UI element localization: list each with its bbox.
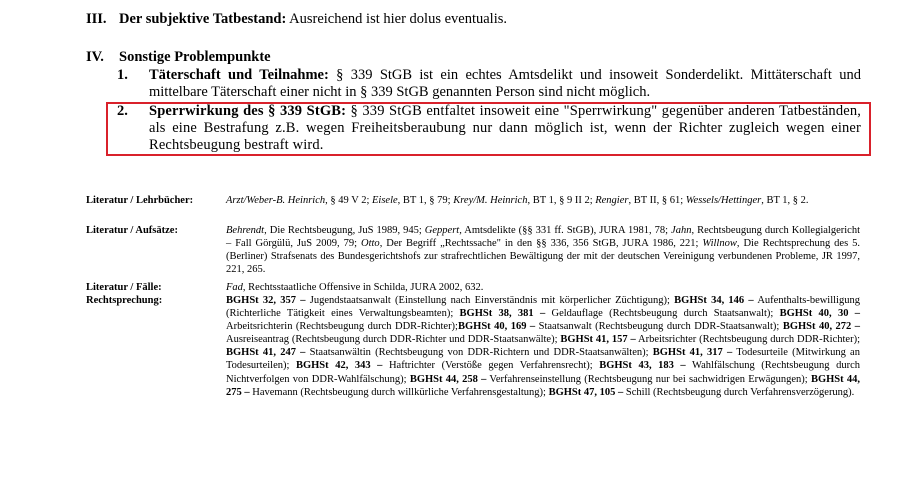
literature-content <box>226 194 860 207</box>
section-body <box>119 11 507 28</box>
reference-text: , Die Rechtsbeugung, JuS 1989, 945; <box>264 225 425 236</box>
literature-label: Literatur / Aufsätze: <box>86 225 178 236</box>
decision-citation: BGHSt 47, 105 – <box>548 386 624 398</box>
reference-text: Havemann (Rechtsbeugung durch willkürliche Verfahrensgestaltung); <box>249 386 549 398</box>
author-name: Eisele <box>372 195 398 206</box>
item-text-block <box>149 103 861 154</box>
literature-label: Literatur / Fälle: <box>86 282 162 293</box>
section-title: Der subjektive Tatbestand: <box>119 11 287 27</box>
reference-text: Ausreiseantrag (Rechtsbeugung durch DDR-Richter und DDR-Staatsanwälte); <box>226 334 561 346</box>
author-name: Rengier <box>595 195 629 206</box>
literature-content <box>226 281 860 294</box>
author-name: Wessels/Hettinger <box>685 195 762 206</box>
decision-citation: BGHSt 42, 343 – <box>295 360 383 372</box>
reference-text: Todesurteile (Mitwirkung an Todesurteilen); <box>226 347 860 372</box>
decision-citation: BGHSt 40, 30 – <box>779 308 860 320</box>
item-number: 1. <box>117 67 128 83</box>
item-title: Sperrwirkung des § 339 StGB: <box>149 103 347 119</box>
decision-citation: BGHSt 40, 169 – <box>457 321 536 333</box>
decision-citation: BGHSt 44, 258 – <box>409 373 487 385</box>
author-name: Willnow <box>702 238 737 250</box>
decision-citation: BGHSt 32, 357 – <box>226 295 306 306</box>
reference-text: Schill (Rechtsbeugung durch Verfahrensverzögerung). <box>623 386 855 398</box>
reference-text: , BT 1, § 2. <box>761 195 809 206</box>
literature-content <box>226 224 860 276</box>
item-number: 2. <box>117 103 128 119</box>
reference-text: Staatsanwalt (Rechtsbeugung durch DDR-Staatsanwalt); <box>535 321 783 333</box>
author-name: Arzt/Weber-B. Heinrich <box>226 195 326 206</box>
section-number: IV. <box>86 49 104 65</box>
decision-citation: BGHSt 38, 381 – <box>459 308 546 320</box>
decision-citation: BGHSt 41, 247 – <box>226 347 306 359</box>
reference-text: Verfahrenseinstellung (Rechtsbeugung nur bei sachwidrigen Erwägungen); <box>486 373 811 385</box>
reference-text: Geldauflage (Rechtsbeugung durch Staatsanwalt); <box>545 308 780 320</box>
item-text: § 339 StGB entfaltet insoweit eine "Sperrwirkung" gegenüber anderen Tatbeständen, als eine Bestrafung z.B. wegen Freiheitsberaubung nur dann möglich ist, wenn der Richter zugleich wegen einer Rechtsbeugung bestraft wird. <box>149 103 861 153</box>
reference-text: , BT 1, § 79; <box>397 195 454 206</box>
author-name: Behrendt <box>226 225 265 236</box>
reference-text: , Amtsdelikte (§§ 331 ff. StGB), JURA 1981, 78; <box>459 225 672 236</box>
reference-text: , Die Rechtsprechung des 5. (Berliner) Strafsenats des Bundesgerichtshofs zur strafrechtlichen Bewältigung der mit der deutschen Vereinigung verbundenen Probleme, JR 1997, 221, 265. <box>226 238 861 276</box>
literature-label: Literatur / Lehrbücher: <box>86 195 194 206</box>
reference-text: Arbeitsrichterin (Rechtsbeugung durch DDR-Richter); <box>226 321 458 333</box>
reference-text: Aufenthalts-bewilligung (Richterliche Tätigkeit eines Verwaltungsbeamten); <box>226 295 860 320</box>
reference-text: , Der Begriff „Rechtssache" in den §§ 336, 356 StGB, JURA 1986, 221; <box>379 238 703 250</box>
decision-citation: BGHSt 44, 275 – <box>226 373 860 398</box>
author-name: Otto <box>361 238 380 250</box>
item-text: § 339 StGB ist ein echtes Amtsdelikt und insoweit Sonderdelikt. Mittäterschaft und mittelbare Täterschaft einer nicht in § 339 StGB genannten Person sind nicht möglich. <box>149 67 861 100</box>
section-title: Sonstige Problempunkte <box>119 49 271 65</box>
author-name: Fad <box>226 282 243 293</box>
author-name: Geppert <box>424 225 460 236</box>
author-name: Krey/M. Heinrich <box>453 195 528 206</box>
section-text: Ausreichend ist hier dolus eventualis. <box>286 11 507 27</box>
reference-text: Haftrichter (Verstöße gegen Verfahrensrecht); <box>382 360 600 372</box>
reference-text: Arbeitsrichter (Rechtsbeugung durch DDR-Richter); <box>635 334 860 346</box>
reference-text: , Rechtsstaatliche Offensive in Schilda, JURA 2002, 632. <box>242 282 484 293</box>
decision-citation: BGHSt 41, 157 – <box>560 334 636 346</box>
section-number: III. <box>86 11 107 27</box>
decision-citation: BGHSt 40, 272 – <box>782 321 860 333</box>
reference-text: , BT II, § 61; <box>628 195 686 206</box>
reference-text: Jugendstaatsanwalt (Einstellung nach Einverständnis mit körperlicher Züchtigung); <box>305 295 675 306</box>
reference-text: , BT 1, § 9 II 2; <box>527 195 596 206</box>
decision-citation: BGHSt 43, 183 – <box>599 360 686 372</box>
author-name: Jahn <box>671 225 692 236</box>
literature-label: Rechtsprechung: <box>86 295 163 306</box>
item-text-block <box>149 67 861 101</box>
reference-text: , § 49 V 2; <box>325 195 373 206</box>
literature-content <box>226 294 860 399</box>
reference-text: Staatsanwältin (Rechtsbeugung von DDR-Richtern und DDR-Staatsanwälten); <box>305 347 653 359</box>
decision-citation: BGHSt 41, 317 – <box>652 347 733 359</box>
reference-text: , Rechtsbeugung durch Kollegialgericht – Fall Görgülü, JuS 2009, 79; <box>226 225 860 250</box>
item-title: Täterschaft und Teilnahme: <box>149 67 329 83</box>
reference-text: Wahlfälschung (Rechtsbeugung durch Nichtverfolgen von DDR-Wahlfälschung); <box>226 360 860 385</box>
decision-citation: BGHSt 34, 146 – <box>674 295 754 306</box>
